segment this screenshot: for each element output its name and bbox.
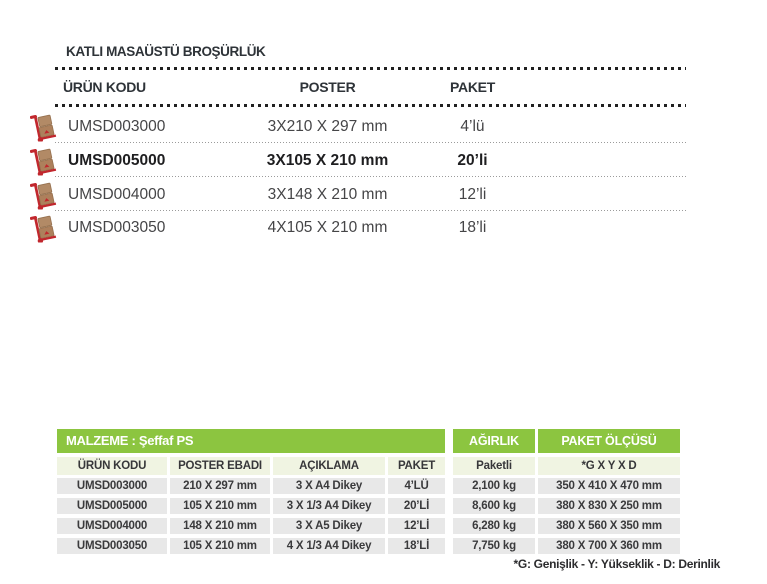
pack-dimensions: 380 X 830 X 250 mm — [538, 498, 680, 514]
product-code: UMSD003050 — [57, 538, 167, 554]
product-code: UMSD003050 — [68, 218, 166, 236]
pack-quantity: 18’li — [458, 218, 487, 236]
pack-quantity: 4’lü — [460, 117, 485, 135]
main-col-paket: PAKET — [450, 79, 495, 95]
pack-qty: 12’Lİ — [388, 518, 445, 534]
product-code: UMSD004000 — [68, 185, 166, 203]
weight-table — [453, 429, 680, 554]
weight-table-subheader — [453, 457, 680, 475]
hand-truck-icon — [30, 112, 57, 141]
pack-dimensions: 350 X 410 X 470 mm — [538, 478, 680, 494]
table-row — [453, 538, 680, 554]
subcol-gxyxd: *G X Y X D — [538, 457, 680, 475]
pack-qty: 20’Lİ — [388, 498, 445, 514]
pack-quantity: 12’li — [458, 185, 487, 203]
description: 4 X 1/3 A4 Dikey — [273, 538, 385, 554]
material-table-columns — [57, 457, 445, 475]
table-row — [0, 211, 767, 244]
hand-truck-icon — [30, 180, 57, 209]
col-paket: PAKET — [388, 457, 445, 475]
weight-value: 6,280 kg — [453, 518, 535, 534]
poster-size: 4X105 X 210 mm — [267, 218, 388, 236]
main-col-poster: POSTER — [299, 79, 356, 95]
poster-size: 148 X 210 mm — [170, 518, 270, 534]
weight-value: 7,750 kg — [453, 538, 535, 554]
col-aciklama: AÇIKLAMA — [273, 457, 385, 475]
pack-qty: 4’LÜ — [388, 478, 445, 494]
page-title: KATLI MASAÜSTÜ BROŞÜRLÜK — [66, 44, 266, 59]
pack-dimensions: 380 X 700 X 360 mm — [538, 538, 680, 554]
col-poster-ebadi: POSTER EBADI — [170, 457, 270, 475]
product-code: UMSD003000 — [68, 117, 166, 135]
table-row — [0, 144, 767, 177]
hand-truck-icon — [30, 146, 57, 175]
table-row — [57, 518, 445, 534]
product-code: UMSD005000 — [57, 498, 167, 514]
col-paket-olcusu: PAKET ÖLÇÜSÜ — [538, 429, 680, 453]
main-table-header — [0, 79, 767, 99]
material-table — [57, 429, 445, 554]
table-row — [0, 110, 767, 143]
table-row — [57, 478, 445, 494]
table-row — [453, 498, 680, 514]
hand-truck-icon — [30, 213, 57, 242]
table-row — [0, 178, 767, 211]
dotted-rule-top — [55, 67, 686, 70]
poster-size: 105 X 210 mm — [170, 538, 270, 554]
table-row — [453, 478, 680, 494]
weight-value: 8,600 kg — [453, 498, 535, 514]
table-row — [453, 518, 680, 534]
table-row — [57, 498, 445, 514]
poster-size: 3X105 X 210 mm — [266, 151, 389, 169]
product-code: UMSD004000 — [57, 518, 167, 534]
weight-value: 2,100 kg — [453, 478, 535, 494]
poster-size: 3X210 X 297 mm — [267, 117, 388, 135]
dotted-rule-header — [55, 104, 686, 107]
description: 3 X A4 Dikey — [273, 478, 385, 494]
pack-dimensions: 380 X 560 X 350 mm — [538, 518, 680, 534]
row-separator — [55, 142, 686, 143]
poster-size: 105 X 210 mm — [170, 498, 270, 514]
col-agirlik: AĞIRLIK — [453, 429, 535, 453]
pack-qty: 18’Lİ — [388, 538, 445, 554]
row-separator — [55, 176, 686, 177]
poster-size: 3X148 X 210 mm — [267, 185, 388, 203]
description: 3 X A5 Dikey — [273, 518, 385, 534]
col-urun-kodu: ÜRÜN KODU — [57, 457, 167, 475]
description: 3 X 1/3 A4 Dikey — [273, 498, 385, 514]
main-col-urun-kodu: ÜRÜN KODU — [63, 79, 146, 95]
dimension-legend: *G: Genişlik - Y: Yükseklik - D: Derinlik — [513, 557, 720, 571]
pack-quantity: 20’li — [457, 151, 488, 169]
subcol-paketli: Paketli — [453, 457, 535, 475]
material-table-title: MALZEME : Şeffaf PS — [57, 429, 445, 453]
product-code: UMSD003000 — [57, 478, 167, 494]
weight-table-columns — [453, 429, 680, 453]
product-code: UMSD005000 — [68, 151, 166, 169]
poster-size: 210 X 297 mm — [170, 478, 270, 494]
table-row — [57, 538, 445, 554]
